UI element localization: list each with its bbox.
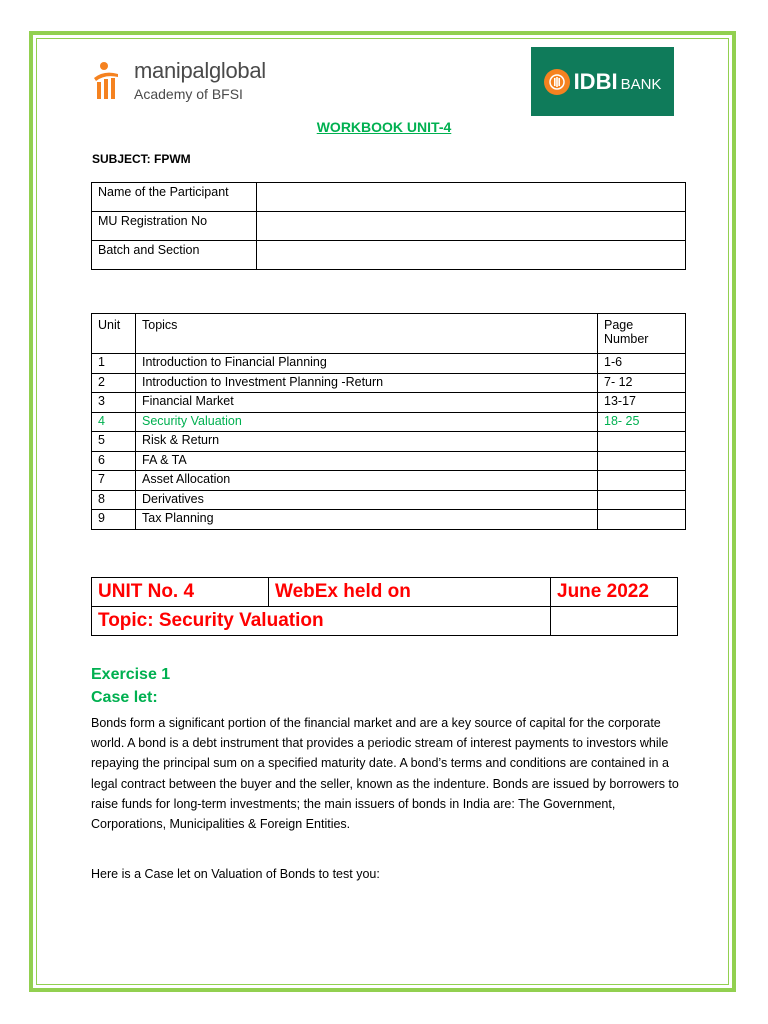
topics-column-header: Topics bbox=[136, 314, 598, 354]
page-number-column-header: Page Number bbox=[598, 314, 686, 354]
manipal-logo-subtitle: Academy of BFSI bbox=[134, 86, 243, 102]
manipal-logo-name: manipalglobal bbox=[134, 58, 266, 83]
unit-pages bbox=[598, 432, 686, 452]
unit-topic: Introduction to Financial Planning bbox=[136, 354, 598, 374]
unit-number: 3 bbox=[92, 393, 136, 413]
workbook-title: WORKBOOK UNIT-4 bbox=[316, 119, 452, 135]
unit-pages bbox=[598, 510, 686, 530]
unit-topic: Tax Planning bbox=[136, 510, 598, 530]
webex-cell: WebEx held on bbox=[269, 578, 551, 607]
participant-row bbox=[92, 183, 686, 212]
table-row bbox=[92, 354, 686, 374]
unit-info-row bbox=[92, 578, 678, 607]
unit-topic: Introduction to Investment Planning -Return bbox=[136, 373, 598, 393]
unit-column-header: Unit bbox=[92, 314, 136, 354]
unit-info-box bbox=[91, 577, 678, 636]
idbi-emblem-icon bbox=[544, 69, 570, 95]
unit-pages bbox=[598, 490, 686, 510]
caselet-intro: Here is a Case let on Valuation of Bonds to test you: bbox=[91, 867, 380, 881]
unit-number: 5 bbox=[92, 432, 136, 452]
table-row bbox=[92, 471, 686, 491]
unit-number: 7 bbox=[92, 471, 136, 491]
registration-no-value[interactable] bbox=[257, 212, 686, 241]
subject-label: SUBJECT: FPWM bbox=[92, 152, 191, 166]
participant-info-table bbox=[91, 182, 686, 270]
unit-topic-cell: Topic: Security Valuation bbox=[92, 607, 551, 636]
caselet-heading: Case let: bbox=[91, 689, 158, 706]
unit-number: 9 bbox=[92, 510, 136, 530]
unit-topic: FA & TA bbox=[136, 451, 598, 471]
webex-date-cell: June 2022 bbox=[551, 578, 678, 607]
registration-no-label: MU Registration No bbox=[92, 212, 257, 241]
table-row bbox=[92, 373, 686, 393]
table-row bbox=[92, 451, 686, 471]
manipal-emblem-icon bbox=[92, 60, 128, 100]
batch-section-label: Batch and Section bbox=[92, 241, 257, 270]
unit-pages bbox=[598, 471, 686, 491]
unit-pages: 1-6 bbox=[598, 354, 686, 374]
batch-section-value[interactable] bbox=[257, 241, 686, 270]
unit-number: 1 bbox=[92, 354, 136, 374]
participant-name-label: Name of the Participant bbox=[92, 183, 257, 212]
participant-row bbox=[92, 212, 686, 241]
unit-number: 8 bbox=[92, 490, 136, 510]
unit-pages bbox=[598, 451, 686, 471]
table-row-highlighted bbox=[92, 412, 686, 432]
unit-topic-row bbox=[92, 607, 678, 636]
idbi-logo-text bbox=[574, 69, 662, 95]
unit-number: 4 bbox=[92, 412, 136, 432]
unit-topic: Asset Allocation bbox=[136, 471, 598, 491]
participant-row bbox=[92, 241, 686, 270]
unit-pages: 18- 25 bbox=[598, 412, 686, 432]
caselet-paragraph: Bonds form a significant portion of the financial market and are a key source of capital for the corporate world. A bond is a debt instrument that provides a periodic stream of interest payments to investors while repaying the principal sum on a specified maturity date. A bond’s terms and conditions are contained in a legal contract between the buyer and the seller, known as the indenture. Bonds are issued by borrowers to raise funds for long-term investments; the main issuers of bonds in India are: The Government, Corporations, Municipalities & Foreign Entities. bbox=[91, 716, 679, 832]
unit-topic: Financial Market bbox=[136, 393, 598, 413]
exercise-heading: Exercise 1 bbox=[91, 666, 171, 683]
table-row bbox=[92, 432, 686, 452]
idbi-logo-suffix: BANK bbox=[620, 75, 662, 93]
participant-name-value[interactable] bbox=[257, 183, 686, 212]
idbi-logo-name: IDBI bbox=[573, 68, 618, 94]
unit-topic: Derivatives bbox=[136, 490, 598, 510]
unit-topic: Risk & Return bbox=[136, 432, 598, 452]
unit-topic-empty-cell bbox=[551, 607, 678, 636]
unit-number: 2 bbox=[92, 373, 136, 393]
unit-pages: 13-17 bbox=[598, 393, 686, 413]
table-row bbox=[92, 490, 686, 510]
idbi-bank-logo bbox=[531, 47, 674, 116]
unit-number: 6 bbox=[92, 451, 136, 471]
table-row bbox=[92, 393, 686, 413]
table-row bbox=[92, 510, 686, 530]
manipalglobal-logo bbox=[92, 58, 282, 108]
unit-pages: 7- 12 bbox=[598, 373, 686, 393]
units-header-row bbox=[92, 314, 686, 354]
unit-topic: Security Valuation bbox=[136, 412, 598, 432]
units-table bbox=[91, 313, 686, 530]
unit-no-cell: UNIT No. 4 bbox=[92, 578, 269, 607]
